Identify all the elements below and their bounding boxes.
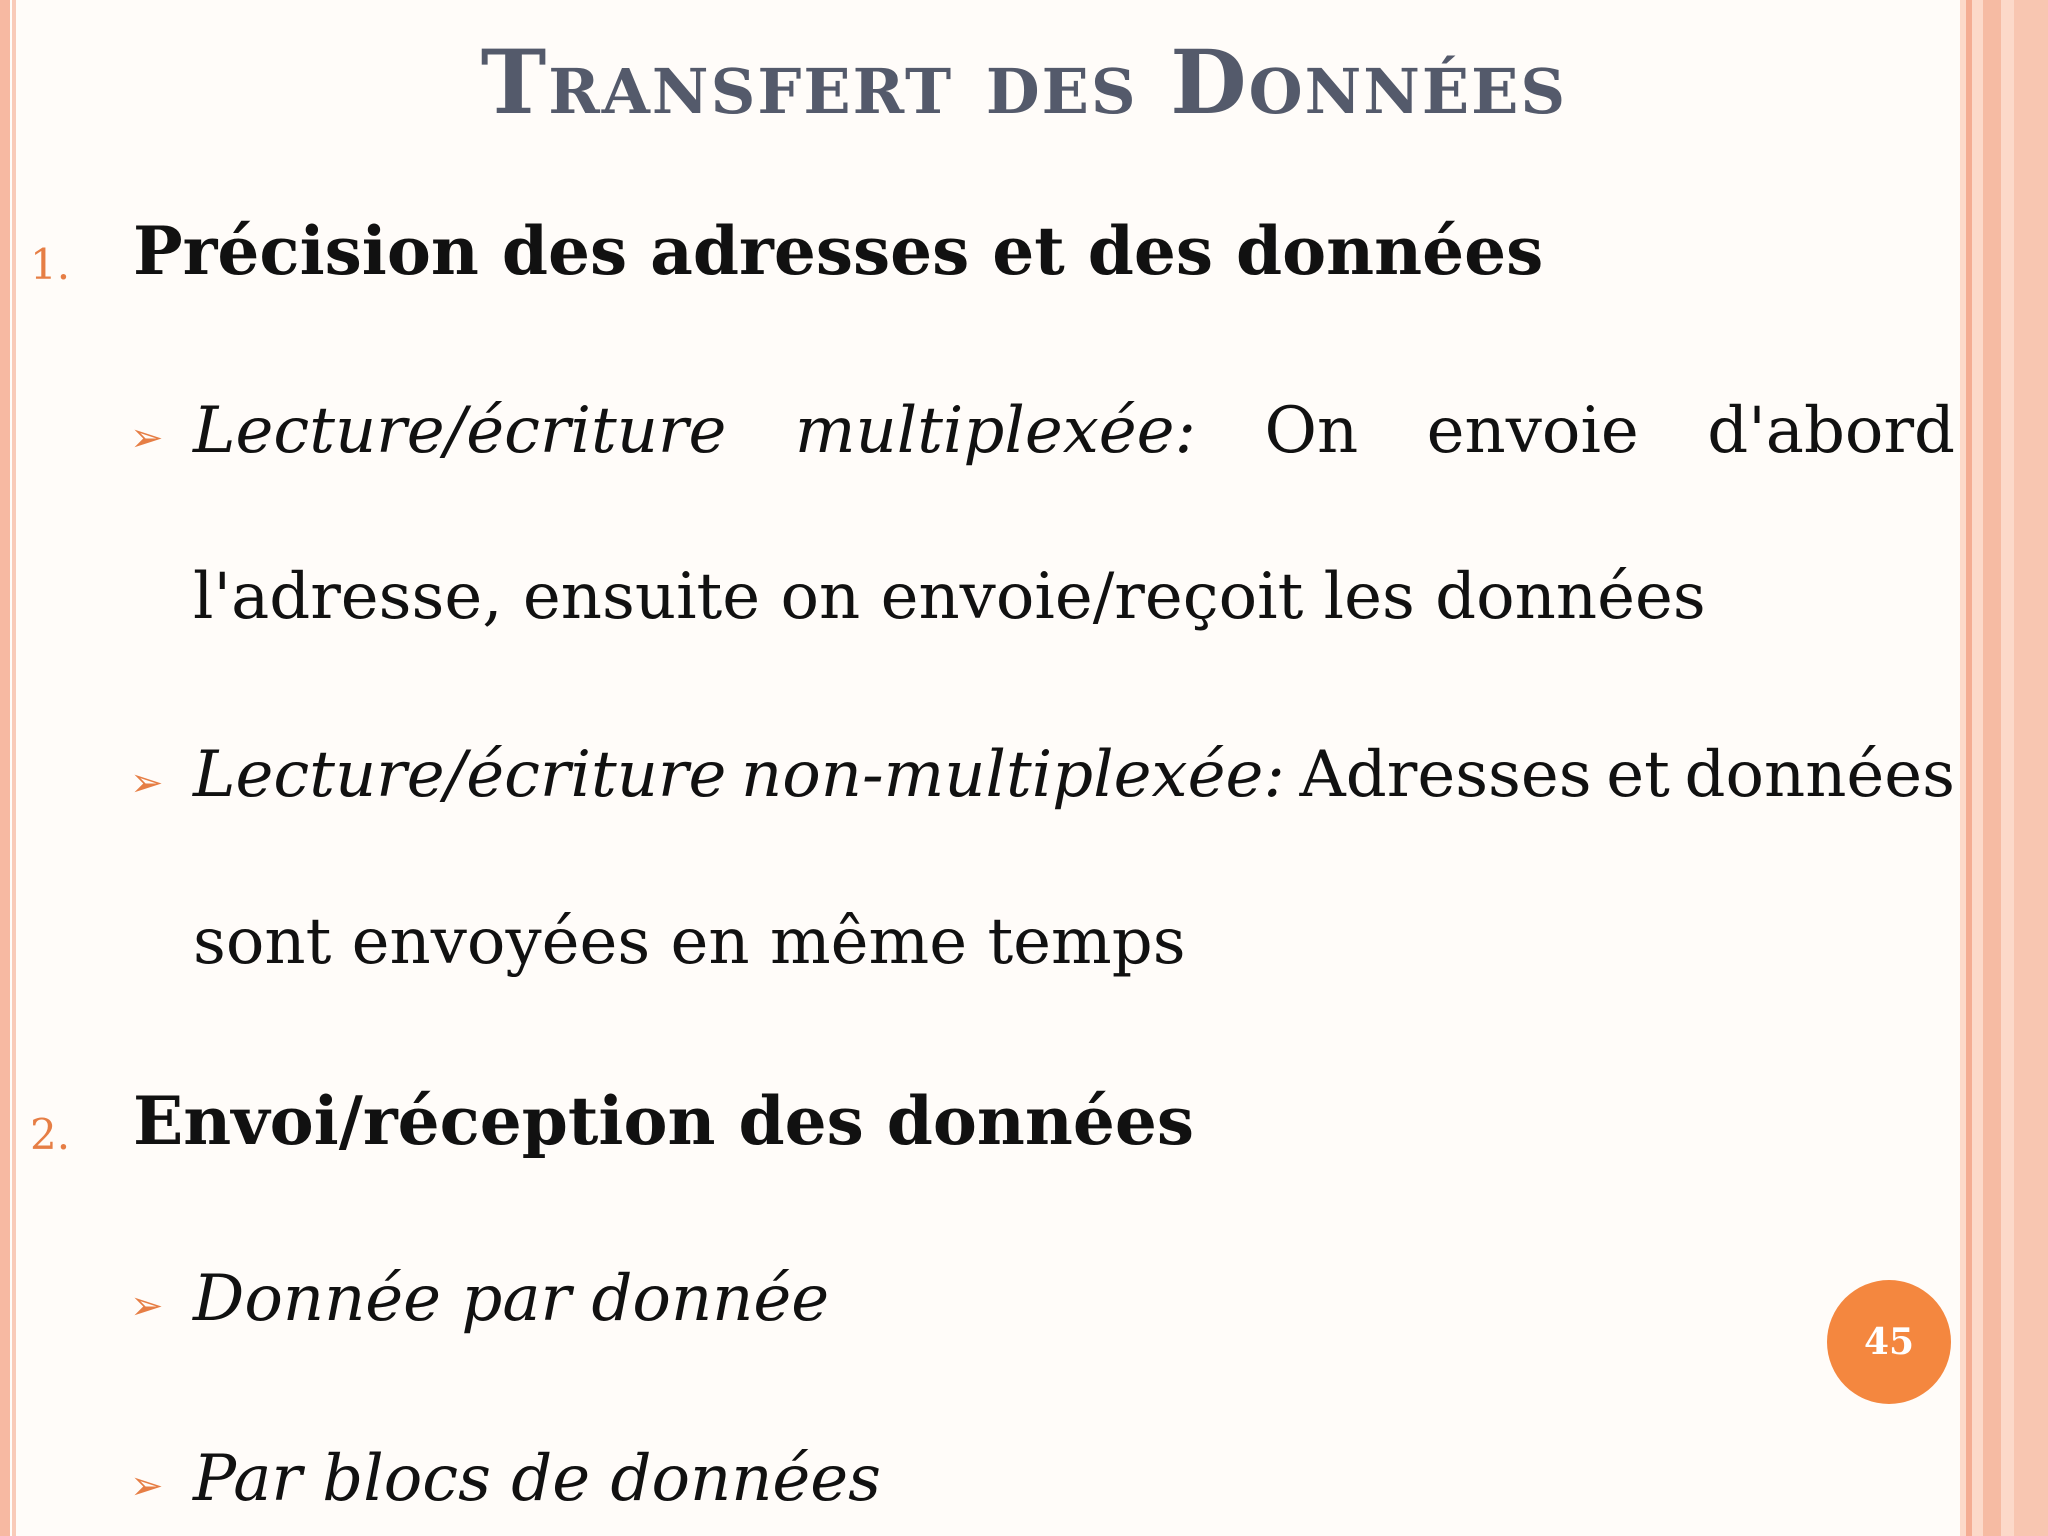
slide-title: Transfert des Données [480,30,1568,134]
bullet-word: On [1264,394,1359,468]
arrow-bullet-icon: ➢ [130,760,164,806]
bullet-continuation: sont envoyées en même temps [193,905,1186,979]
section-number: 2. [30,1110,71,1159]
bullet-word: et [1606,738,1670,812]
bullet-line: Donnée par donnée [193,1262,830,1336]
section-heading: Précision des adresses et des données [133,212,1544,290]
bullet-term: non-multiplexée: [741,738,1285,812]
bullet-term: multiplexée: [794,394,1197,468]
bullet-continuation: l'adresse, ensuite on envoie/reçoit les données [193,560,1706,634]
bullet-word: envoie [1426,394,1639,468]
page-number-badge: 45 [1827,1280,1951,1404]
right-border-line [2014,0,2048,1536]
bullet-word: données [1684,738,1955,812]
section-heading: Envoi/réception des données [133,1082,1195,1160]
arrow-bullet-icon: ➢ [130,1463,164,1509]
arrow-bullet-icon: ➢ [130,1283,164,1329]
bullet-line: Par blocs de données [193,1442,881,1516]
right-border-line [1966,0,1972,1536]
right-border-line [1983,0,2001,1536]
bullet-term: Lecture/écriture [193,394,727,468]
bullet-line [193,738,1955,812]
left-border-line [0,0,10,1536]
bullet-word: d'abord [1707,394,1955,468]
section-number: 1. [30,240,71,289]
bullet-word: Adresses [1299,738,1592,812]
arrow-bullet-icon: ➢ [130,415,164,461]
bullet-line [193,394,1955,468]
bullet-term: Lecture/écriture [193,738,727,812]
left-border-line-thin [12,0,16,1536]
